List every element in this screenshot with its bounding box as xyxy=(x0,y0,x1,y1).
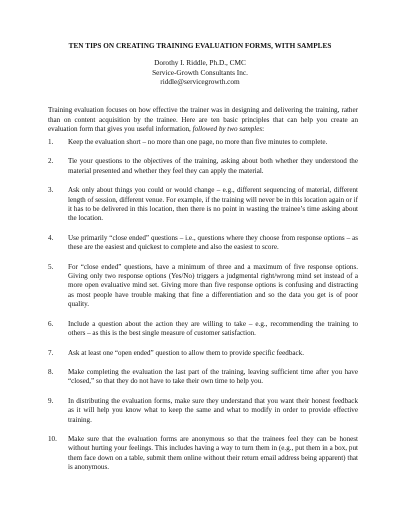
list-item-number: 10. xyxy=(48,434,57,443)
document-title: TEN TIPS ON CREATING TRAINING EVALUATION FORMS, WITH SAMPLES xyxy=(68,42,332,50)
list-item-text: Keep the evaluation short – no more than one page, no more than five minutes to complete. xyxy=(68,138,328,146)
tips-list xyxy=(48,138,358,483)
list-item xyxy=(48,234,358,253)
list-item-number: 2. xyxy=(48,157,54,166)
list-item-text: Make completing the evaluation the last part of the training, leaving sufficient time after you have “closed,” so that they do not have to take their own time to help you. xyxy=(68,367,358,386)
list-item xyxy=(48,320,358,339)
intro-emphasis: followed by two samples xyxy=(192,124,263,133)
list-item-number: 5. xyxy=(48,262,54,271)
list-item-number: 6. xyxy=(48,319,54,328)
list-item-number: 1. xyxy=(48,138,54,146)
list-item-text: Ask only about things you could or would change – e.g., different sequencing of material, different length of session, different venue. For example, if the training will never be in this location again or if it has to be delivered in this location, then there is no point in wasting the trainee’s time asking about the location. xyxy=(68,186,358,223)
organization-name: Service-Growth Consultants Inc. xyxy=(152,67,248,77)
list-item xyxy=(48,157,358,176)
list-item xyxy=(48,368,358,387)
list-item-number: 7. xyxy=(48,348,54,357)
intro-paragraph xyxy=(48,106,358,134)
list-item-text: For “close ended” questions, have a minimum of three and a maximum of five response options. Giving only two response options (Yes/No) triggers a judgmental right/wrong mind set instead of a more open evaluative mind set. Giving more than five response options is confusing and distracting as most people have trouble making that fine a differentiation and so the data you get is of poor quality. xyxy=(68,262,358,309)
list-item-text: In distributing the evaluation forms, make sure they understand that you want their honest feedback as it will help you know what to keep the same and what to modify in order to provide effective training. xyxy=(68,396,358,424)
author-block xyxy=(0,58,400,87)
list-item-text: Make sure that the evaluation forms are anonymous so that the trainees feel they can be honest without hurting your feelings. This includes having a way to turn them in (e.g., put them in a box, put them face down on a table, submit them online without their return email address being apparent) that is anonymous. xyxy=(68,434,358,472)
list-item xyxy=(48,435,358,473)
list-item xyxy=(48,186,358,224)
list-item-text: Ask at least one “open ended” question to allow them to provide specific feedback. xyxy=(68,348,304,357)
list-item-number: 4. xyxy=(48,233,54,242)
intro-colon: : xyxy=(262,124,265,133)
list-item-number: 8. xyxy=(48,367,54,376)
list-item xyxy=(48,349,358,358)
author-name: Dorothy I. Riddle, Ph.D., CMC xyxy=(154,58,246,67)
list-item xyxy=(48,397,358,425)
list-item-text: Use primarily “close ended” questions – i.e., questions where they choose from response options – as these are the easiest and quickest to complete and also the easiest to score. xyxy=(68,233,358,252)
intro-text: Training evaluation focuses on how effective the trainer was in designing and delivering the training, rather than on content acquisition by the trainee. Here are ten basic principles that can help you create an evaluation form that gives you useful information, xyxy=(48,106,358,133)
list-item-number: 9. xyxy=(48,396,54,405)
list-item-number: 3. xyxy=(48,186,54,195)
author-email: riddle@servicegrowth.com xyxy=(160,77,240,87)
list-item xyxy=(48,138,358,147)
list-item-text: Tie your questions to the objectives of the training, asking about both whether they understood the material presented and whether they feel they can apply the material. xyxy=(68,157,358,175)
list-item xyxy=(48,263,358,310)
list-item-text: Include a question about the action they are willing to take – e.g., recommending the training to others – as this is the best single measure of customer satisfaction. xyxy=(68,319,358,338)
